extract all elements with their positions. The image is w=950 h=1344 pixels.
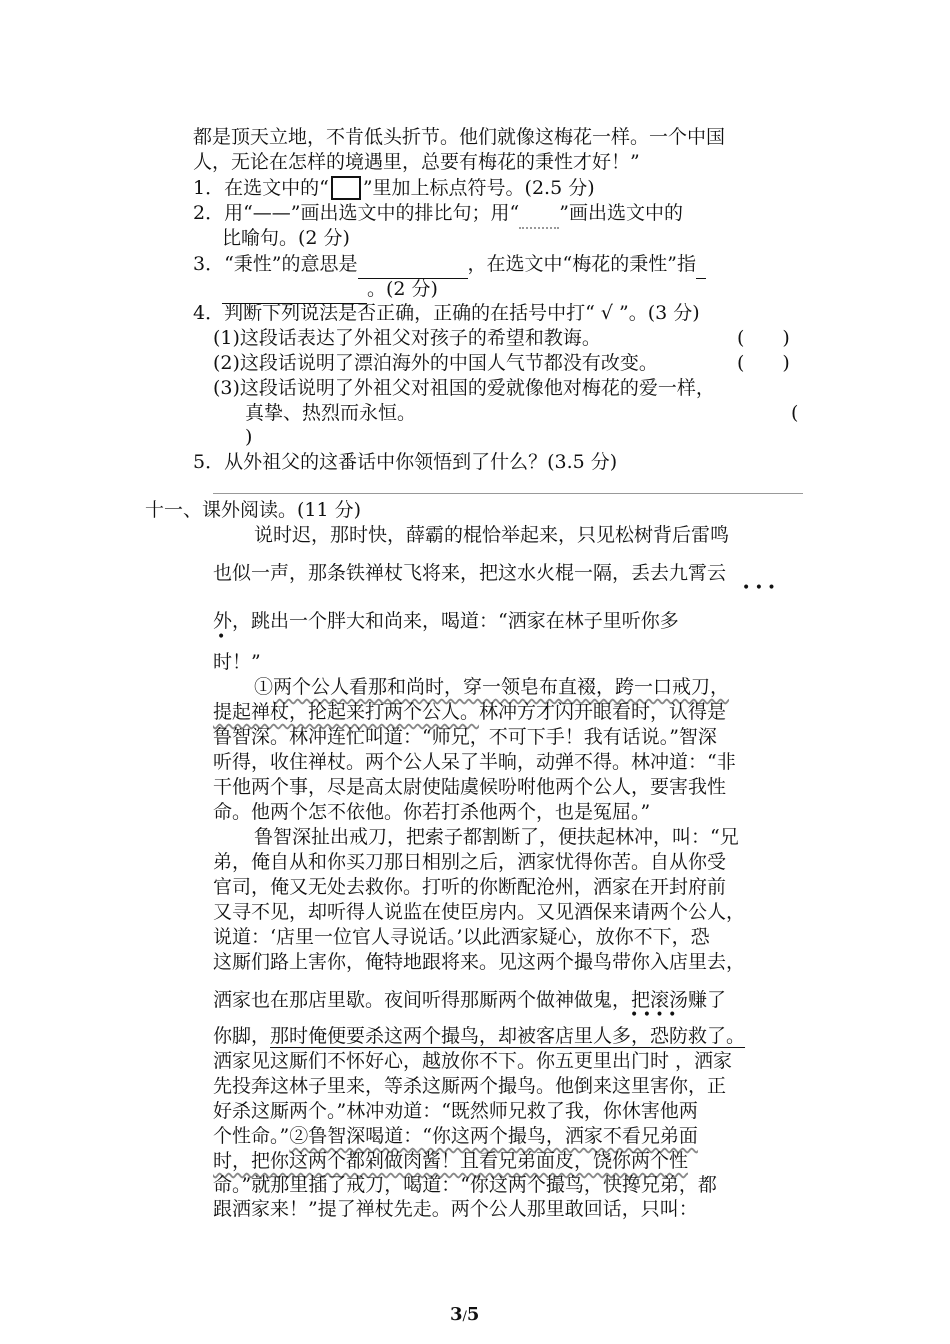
punctuation-box[interactable] [331,176,361,200]
question-3-cont: 。(2 分) [222,277,438,304]
emphasis-dots: • • • • [630,1007,677,1023]
reading-line: 弟，俺自从和你买刀那日相别之后，洒家忧得你苦。自从你受 [213,851,727,873]
reading-line: 鲁智深扯出戒刀，把索子都割断了，便扶起林冲，叫：“兄 [254,826,739,848]
reading-line: 时，把你这两个都剁做肉酱！且看兄弟面皮，饶你两个性 [213,1150,689,1172]
page-number: 3/5 [450,1304,480,1325]
reading-line: 先投奔这林子里来，等杀这厮两个撮鸟。他倒来这里害你，正 [213,1075,727,1097]
judgment-item-3-cont: 真挚、热烈而永恒。 [245,402,417,424]
wavy-line-sample [519,203,559,229]
judgment-paren-3-close[interactable]: ) [245,426,253,448]
question-1: 1．在选文中的“ ”里加上标点符号。(2.5 分) [193,177,595,199]
reading-line: 说道：‘店里一位官人寻说话。’以此洒家疑心，放你不下，恐 [213,926,710,948]
reading-line: 听得，收住禅杖。两个公人呆了半晌，动弹不得。林冲道：“非 [213,751,736,773]
question-2-cont: 比喻句。(2 分) [222,227,350,249]
passage-line: 人，无论在怎样的境遇里，总要有梅花的秉性才好！” [193,151,640,173]
reading-line: 个性命。”②鲁智深喝道：“你这两个撮鸟，洒家不看兄弟面 [213,1125,698,1147]
question-3: 3．“秉性”的意思是 ，在选文中“梅花的秉性”指 [193,252,706,279]
judgment-paren-3-open[interactable]: ( [791,402,799,424]
reading-line: 说时迟，那时快，薛霸的棍恰举起来，只见松树背后雷鸣 [254,524,730,546]
reading-line: 你脚，那时俺便要杀这两个撮鸟，却被客店里人多，恐防救了。 [213,1025,746,1047]
reading-line: 洒家也在那店里歇。夜间听得那厮两个做神做鬼，把滚汤赚了 [213,989,727,1011]
reading-line: 鲁智深。林冲连忙叫道：“师兄，不可下手！我有话说。”智深 [213,726,717,748]
reading-line: 官司，俺又无处去救你。打听的你断配沧州，洒家在开封府前 [213,876,727,898]
reading-line: 也似一声，那条铁禅杖飞将来，把这水火棍一隔，丢去九霄云 [213,562,727,584]
emphasis-dots: • [217,629,226,645]
answer-blank[interactable] [696,254,706,279]
reading-line: 命。”就那里插了戒刀，喝道：“你这两个撮鸟，快搀兄弟，都 [213,1174,717,1196]
judgment-item-2: (2)这段话说明了漂泊海外的中国人气节都没有改变。 [213,352,658,374]
judgment-paren-2[interactable]: ( ) [737,352,790,374]
reading-line: 外，跳出一个胖大和尚来，喝道：“洒家在林子里听你多 [213,610,679,632]
reading-line: ①两个公人看那和尚时，穿一领皂布直裰，跨一口戒刀， [254,676,730,698]
question-5: 5．从外祖父的这番话中你领悟到了什么？(3.5 分) [193,451,618,473]
answer-blank[interactable] [358,254,468,279]
section-title: 十一、课外阅读。(11 分) [145,499,362,521]
reading-line: 这厮们路上害你，俺特地跟将来。见这两个撮鸟带你入店里去， [213,951,746,973]
question-4: 4．判断下列说法是否正确，正确的在括号中打“ √ ”。(3 分) [193,302,700,324]
judgment-item-1: (1)这段话表达了外祖父对孩子的希望和教诲。 [213,327,601,349]
reading-line: 提起禅杖，抡起来打两个公人。林冲方才闪开眼看时，认得是 [213,701,727,723]
judgment-paren-1[interactable]: ( ) [737,327,790,349]
question-2: 2．用“——”画出选文中的排比句；用“ ”画出选文中的 [193,201,683,229]
reading-line: 时！” [213,651,261,673]
reading-line: 又寻不见，却听得人说监在使臣房内。又见酒保来请两个公人， [213,901,746,923]
reading-line: 命。他两个怎不依他。你若打杀他两个，也是冤屈。” [213,801,651,823]
reading-line: 洒家见这厮们不怀好心，越放你不下。你五更里出门时 ，洒家 [213,1050,733,1072]
reading-line: 跟洒家来！”提了禅杖先走。两个公人那里敢回话，只叫： [213,1198,698,1220]
judgment-item-3: (3)这段话说明了外祖父对祖国的爱就像他对梅花的爱一样， [213,377,715,399]
reading-line: 好杀这厮两个。”林冲劝道：“既然师兄救了我，你休害他两 [213,1100,698,1122]
emphasis-dots: • • • [742,580,776,596]
answer-line[interactable] [213,493,803,494]
reading-line: 干他两个事，尽是高太尉使陆虞候吩咐他两个公人，要害我性 [213,776,727,798]
passage-line: 都是顶天立地，不肯低头折节。他们就像这梅花一样。一个中国 [193,126,726,148]
